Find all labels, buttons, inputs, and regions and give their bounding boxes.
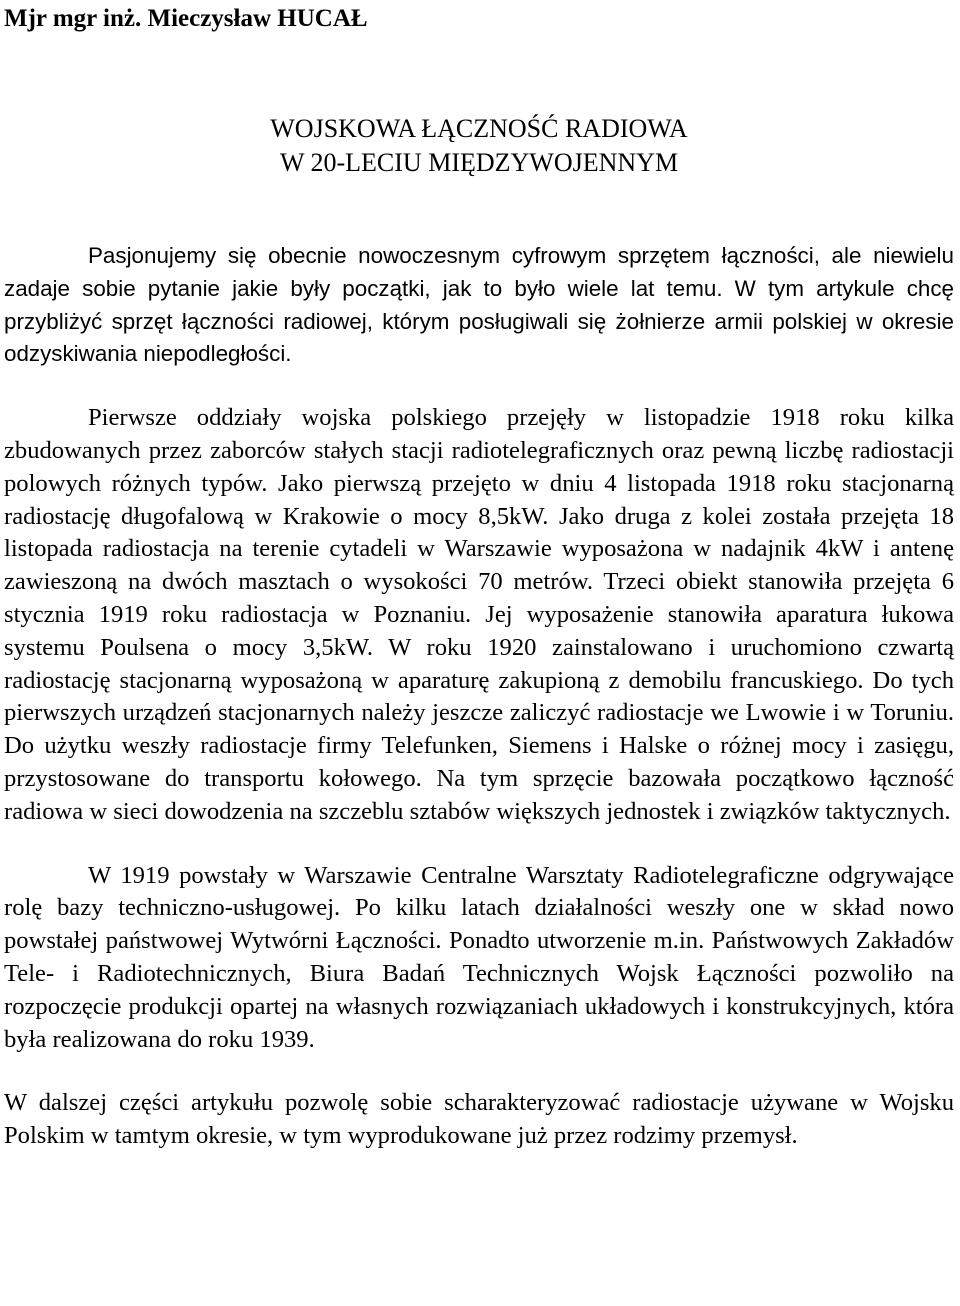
paragraph-intro: Pasjonujemy się obecnie nowoczesnym cyfrowym sprzętem łączności, ale niewielu zadaje sobie pytanie jakie były początki, jak to było wiele lat temu. W tym artykule chcę przybliżyć sprzęt łączności radiowej, którym posługiwali się żołnierze armii polskiej w okresie odzyskiwania niepodległości. — [4, 243, 954, 367]
document-title — [4, 112, 954, 180]
title-line-1: WOJSKOWA ŁĄCZNOŚĆ RADIOWA — [270, 114, 688, 143]
paragraph-workshops: W 1919 powstały w Warszawie Centralne Warsztaty Radiotelegraficzne odgrywające rolę bazy techniczno-usługowej. Po kilku latach działalności weszły one w skład nowo powstałej państwowej Wytwórni Łączności. Ponadto utworzenie m.in. Państwowych Zakładów Tele- i Radiotechnicznych, Biura Badań Technicznych Wojsk Łączności pozwoliło na rozpoczęcie produkcji opartej na własnych rozwiązaniach układowych i konstrukcyjnych, która była realizowana do roku 1939. — [4, 861, 954, 1053]
author-name: Mjr mgr inż. Mieczysław HUCAŁ — [4, 5, 368, 32]
title-line-2: W 20-LECIU MIĘDZYWOJENNYM — [279, 148, 679, 177]
paragraph-closing: W dalszej części artykułu pozwolę sobie scharakteryzować radiostacje używane w Wojsku Polskim w tamtym okresie, w tym wyprodukowane już przez rodzimy przemysł. — [4, 1089, 954, 1150]
paragraph-first-stations: Pierwsze oddziały wojska polskiego przejęły w listopadzie 1918 roku kilka zbudowanych przez zaborców stałych stacji radiotelegraficznych oraz pewną liczbę radiostacji polowych różnych typów. Jako pierwszą przejęto w dniu 4 listopada 1918 roku stacjonarną radiostację długofalową w Krakowie o mocy 8,5kW. Jako druga z kolei została przejęta 18 listopada radiostacja na terenie cytadeli w Warszawie wyposażona w nadajnik 4kW i antenę zawieszoną na dwóch masztach o wysokości 70 metrów. Trzeci obiekt stanowiła przejęta 6 stycznia 1919 roku radiostacja w Poznaniu. Jej wyposażenie stanowiła aparatura łukowa systemu Poulsena o mocy 3,5kW. W roku 1920 zainstalowano i uruchomiono czwartą radiostację stacjonarną wyposażoną w aparaturę zakupioną z demobilu francuskiego. Do tych pierwszych urządzeń stacjonarnych należy jeszcze zaliczyć radiostacje we Lwowie i w Toruniu. Do użytku weszły radiostacje firmy Telefunken, Siemens i Halske o różnej mocy i zasięgu, przystosowane do transportu kołowego. Na tym sprzęcie bazowała początkowo łączność radiowa w sieci dowodzenia na szczeblu sztabów większych jednostek i związków taktycznych. — [4, 404, 954, 825]
